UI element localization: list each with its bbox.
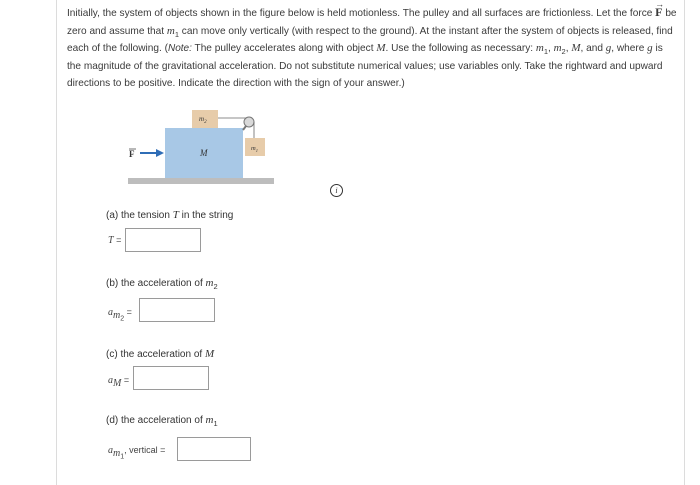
- note-label: Note:: [168, 43, 192, 55]
- part-d-answer-label: $a_{m_1}$, vertical =: [108, 445, 166, 461]
- big-block-label: M: [200, 148, 208, 158]
- part-d-label: (d) the acceleration of $m_1$: [106, 414, 218, 428]
- force-arrow-head: [156, 149, 164, 157]
- top-block-m2: [192, 110, 218, 128]
- top-block-label: $m_2$: [199, 115, 207, 125]
- part-c-label: (c) the acceleration of M: [106, 348, 215, 360]
- part-a-answer-label: T =: [108, 235, 122, 246]
- pulley-wheel: [244, 117, 254, 127]
- pulley-figure: [118, 108, 278, 190]
- problem-statement: Initially, the system of objects shown in the figure below is held motionless. The pulley and all surfaces are frictionless. Let the force → F be zero and assume that $m_1$ can move only vertically (with respect to the ground). At the instant after the system of objects is released, find each of the following. (Note: The pulley accelerates along with object M. Use the following as necessary: $m_1$, $m_2$, M, and g, where g is the magnitude of the gravitational acceleration. Do not substitute numerical values; use variables only. Take the rightward and upward directions to be positive. Indicate the direction with the sign of your answer.): [67, 4, 677, 93]
- info-icon[interactable]: i: [330, 184, 343, 197]
- right-border: [684, 0, 685, 485]
- left-border: [56, 0, 57, 485]
- ground-surface: [128, 178, 274, 184]
- part-b-answer-label: $a_{m_2}$ =: [108, 307, 132, 323]
- accel-m1-input[interactable]: [177, 437, 251, 461]
- part-b-label: (b) the acceleration of $m_2$: [106, 277, 218, 291]
- accel-m2-input[interactable]: [139, 298, 215, 322]
- part-a-label: (a) the tension T in the string: [106, 209, 234, 221]
- hanging-block-label: $m_1$: [251, 145, 258, 153]
- force-label: F: [129, 149, 135, 159]
- tension-input[interactable]: [125, 228, 201, 252]
- part-c-answer-label: $a_M$ =: [108, 375, 130, 389]
- accel-M-input[interactable]: [133, 366, 209, 390]
- force-vector-symbol: → F: [655, 5, 662, 19]
